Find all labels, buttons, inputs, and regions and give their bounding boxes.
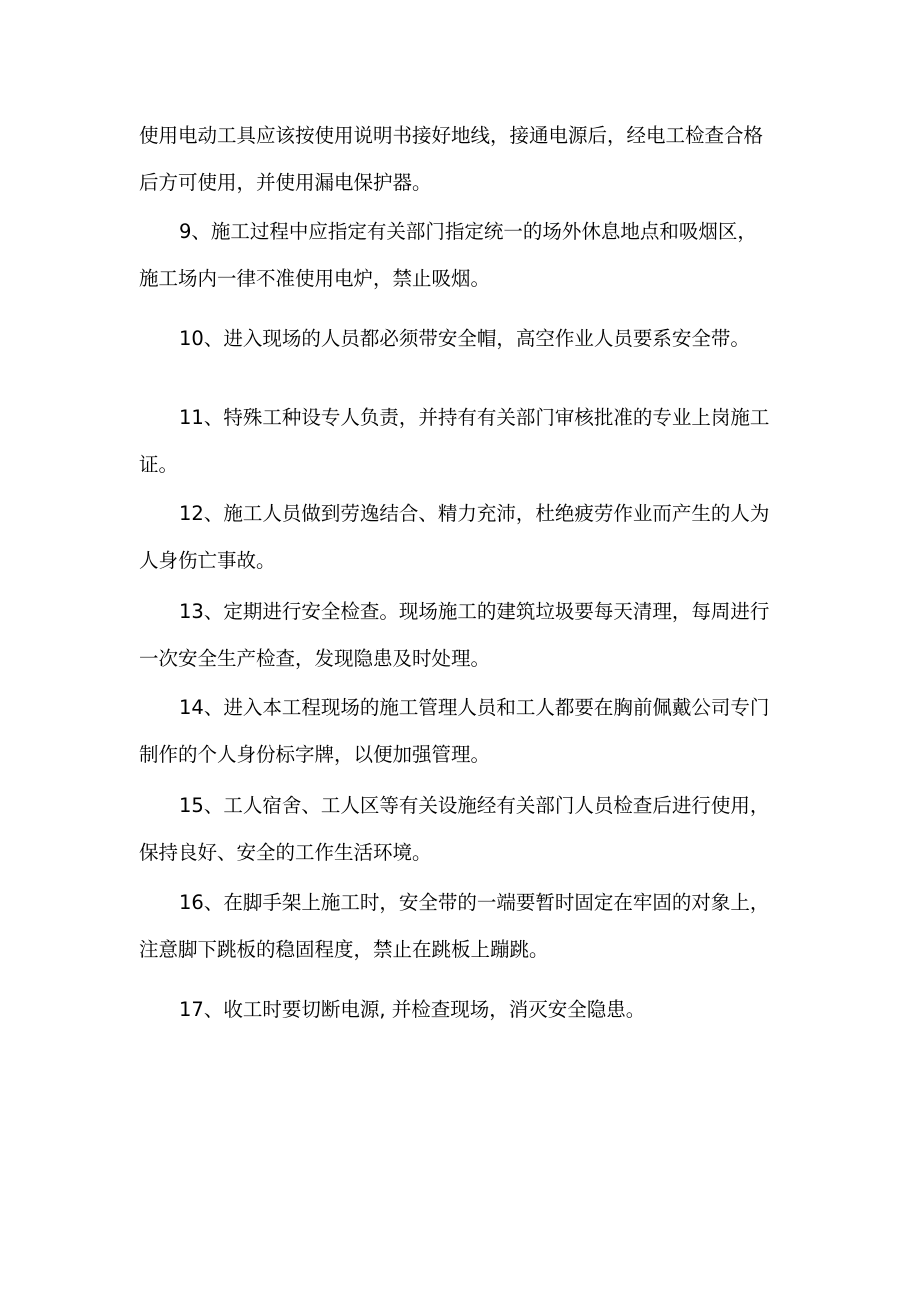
paragraph-item-12 (139, 490, 789, 584)
paragraph-line: 11、特殊工种设专人负责，并持有有关部门审核批准的专业上岗施工 (179, 406, 770, 429)
paragraph-electric-tools (139, 112, 789, 206)
paragraph-line: 17、收工时要切断电源, 并检查现场，消灭安全隐患。 (179, 998, 646, 1021)
paragraph-line: 制作的个人身份标字牌，以便加强管理。 (139, 743, 491, 766)
paragraph-item-17 (139, 986, 789, 1033)
paragraph-line: 注意脚下跳板的稳固程度，禁止在跳板上蹦跳。 (139, 938, 549, 961)
paragraph-item-9 (139, 208, 789, 302)
paragraph-item-10 (139, 315, 789, 362)
paragraph-item-13 (139, 588, 789, 682)
paragraph-line: 施工场内一律不准使用电炉，禁止吸烟。 (139, 267, 491, 290)
paragraph-line: 使用电动工具应该按使用说明书接好地线，接通电源后，经电工检查合格 (139, 124, 764, 147)
paragraph-line: 12、施工人员做到劳逸结合、精力充沛，杜绝疲劳作业而产生的人为 (179, 502, 770, 525)
paragraph-line: 人身伤亡事故。 (139, 549, 276, 572)
paragraph-item-16 (139, 879, 789, 973)
paragraph-line: 一次安全生产检查，发现隐患及时处理。 (139, 647, 491, 670)
paragraph-line: 16、在脚手架上施工时，安全带的一端要暂时固定在牢固的对象上， (179, 891, 770, 914)
paragraph-item-15 (139, 782, 789, 876)
paragraph-line: 后方可使用，并使用漏电保护器。 (139, 171, 432, 194)
paragraph-line: 保持良好、安全的工作生活环境。 (139, 841, 432, 864)
paragraph-line: 证。 (139, 453, 179, 476)
paragraph-item-14 (139, 684, 789, 778)
paragraph-line: 15、工人宿舍、工人区等有关设施经有关部门人员检查后进行使用， (179, 794, 770, 817)
paragraph-line: 9、施工过程中应指定有关部门指定统一的场外休息地点和吸烟区， (179, 220, 757, 243)
paragraph-line: 13、定期进行安全检查。现场施工的建筑垃圾要每天清理，每周进行 (179, 600, 770, 623)
paragraph-line: 14、进入本工程现场的施工管理人员和工人都要在胸前佩戴公司专门 (179, 696, 770, 719)
paragraph-item-11 (139, 394, 789, 488)
paragraph-line: 10、进入现场的人员都必须带安全帽，高空作业人员要系安全带。 (179, 327, 750, 350)
